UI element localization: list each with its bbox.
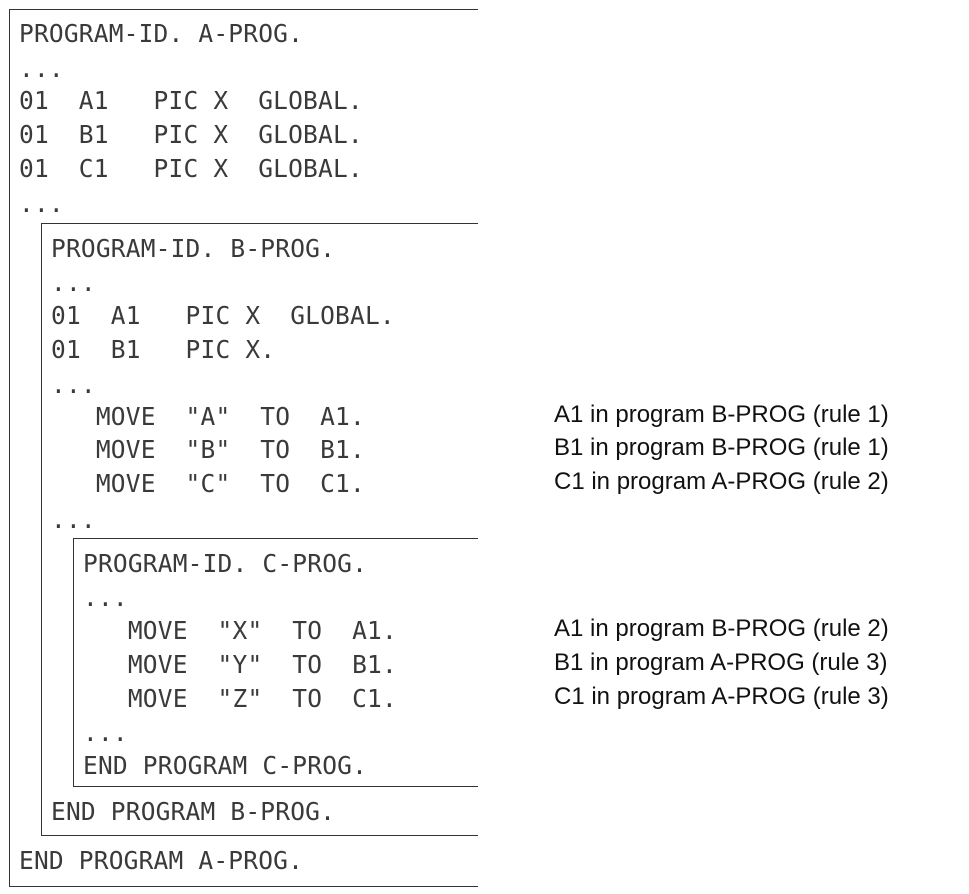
program-a-decl-b1: 01 B1 PIC X GLOBAL. — [19, 120, 363, 149]
program-b-move-c: MOVE "C" TO C1. — [51, 469, 365, 498]
program-c-ellipsis: ... — [83, 718, 128, 747]
program-b-end: END PROGRAM B-PROG. — [51, 797, 336, 826]
program-a-decl-c1: 01 C1 PIC X GLOBAL. — [19, 154, 363, 183]
program-c-move-z: MOVE "Z" TO C1. — [83, 684, 397, 713]
program-a-header: PROGRAM-ID. A-PROG. — [19, 19, 304, 48]
program-b-header: PROGRAM-ID. B-PROG. — [51, 234, 336, 263]
program-c-move-y: MOVE "Y" TO B1. — [83, 650, 397, 679]
program-b-move-b: MOVE "B" TO B1. — [51, 435, 365, 464]
program-c-end: END PROGRAM C-PROG. — [83, 751, 368, 780]
annotation-c-move-x: A1 in program B-PROG (rule 2) — [554, 615, 889, 642]
program-b-move-a: MOVE "A" TO A1. — [51, 402, 365, 431]
annotation-b-move-c: C1 in program A-PROG (rule 2) — [554, 468, 889, 495]
program-c-ellipsis: ... — [83, 583, 128, 612]
annotation-c-move-z: C1 in program A-PROG (rule 3) — [554, 683, 889, 710]
program-b-decl-b1: 01 B1 PIC X. — [51, 335, 276, 364]
program-b-ellipsis: ... — [51, 268, 96, 297]
program-a-ellipsis: ... — [19, 189, 64, 218]
program-a-ellipsis: ... — [19, 54, 64, 83]
program-c-header: PROGRAM-ID. C-PROG. — [83, 549, 368, 578]
program-c-move-x: MOVE "X" TO A1. — [83, 616, 397, 645]
annotation-b-move-a: A1 in program B-PROG (rule 1) — [554, 401, 889, 428]
program-a-end: END PROGRAM A-PROG. — [19, 846, 304, 875]
program-b-decl-a1: 01 A1 PIC X GLOBAL. — [51, 301, 395, 330]
annotation-c-move-y: B1 in program A-PROG (rule 3) — [554, 649, 888, 676]
program-b-ellipsis: ... — [51, 370, 96, 399]
program-b-ellipsis: ... — [51, 505, 96, 534]
program-a-decl-a1: 01 A1 PIC X GLOBAL. — [19, 86, 363, 115]
annotation-b-move-b: B1 in program B-PROG (rule 1) — [554, 434, 889, 461]
